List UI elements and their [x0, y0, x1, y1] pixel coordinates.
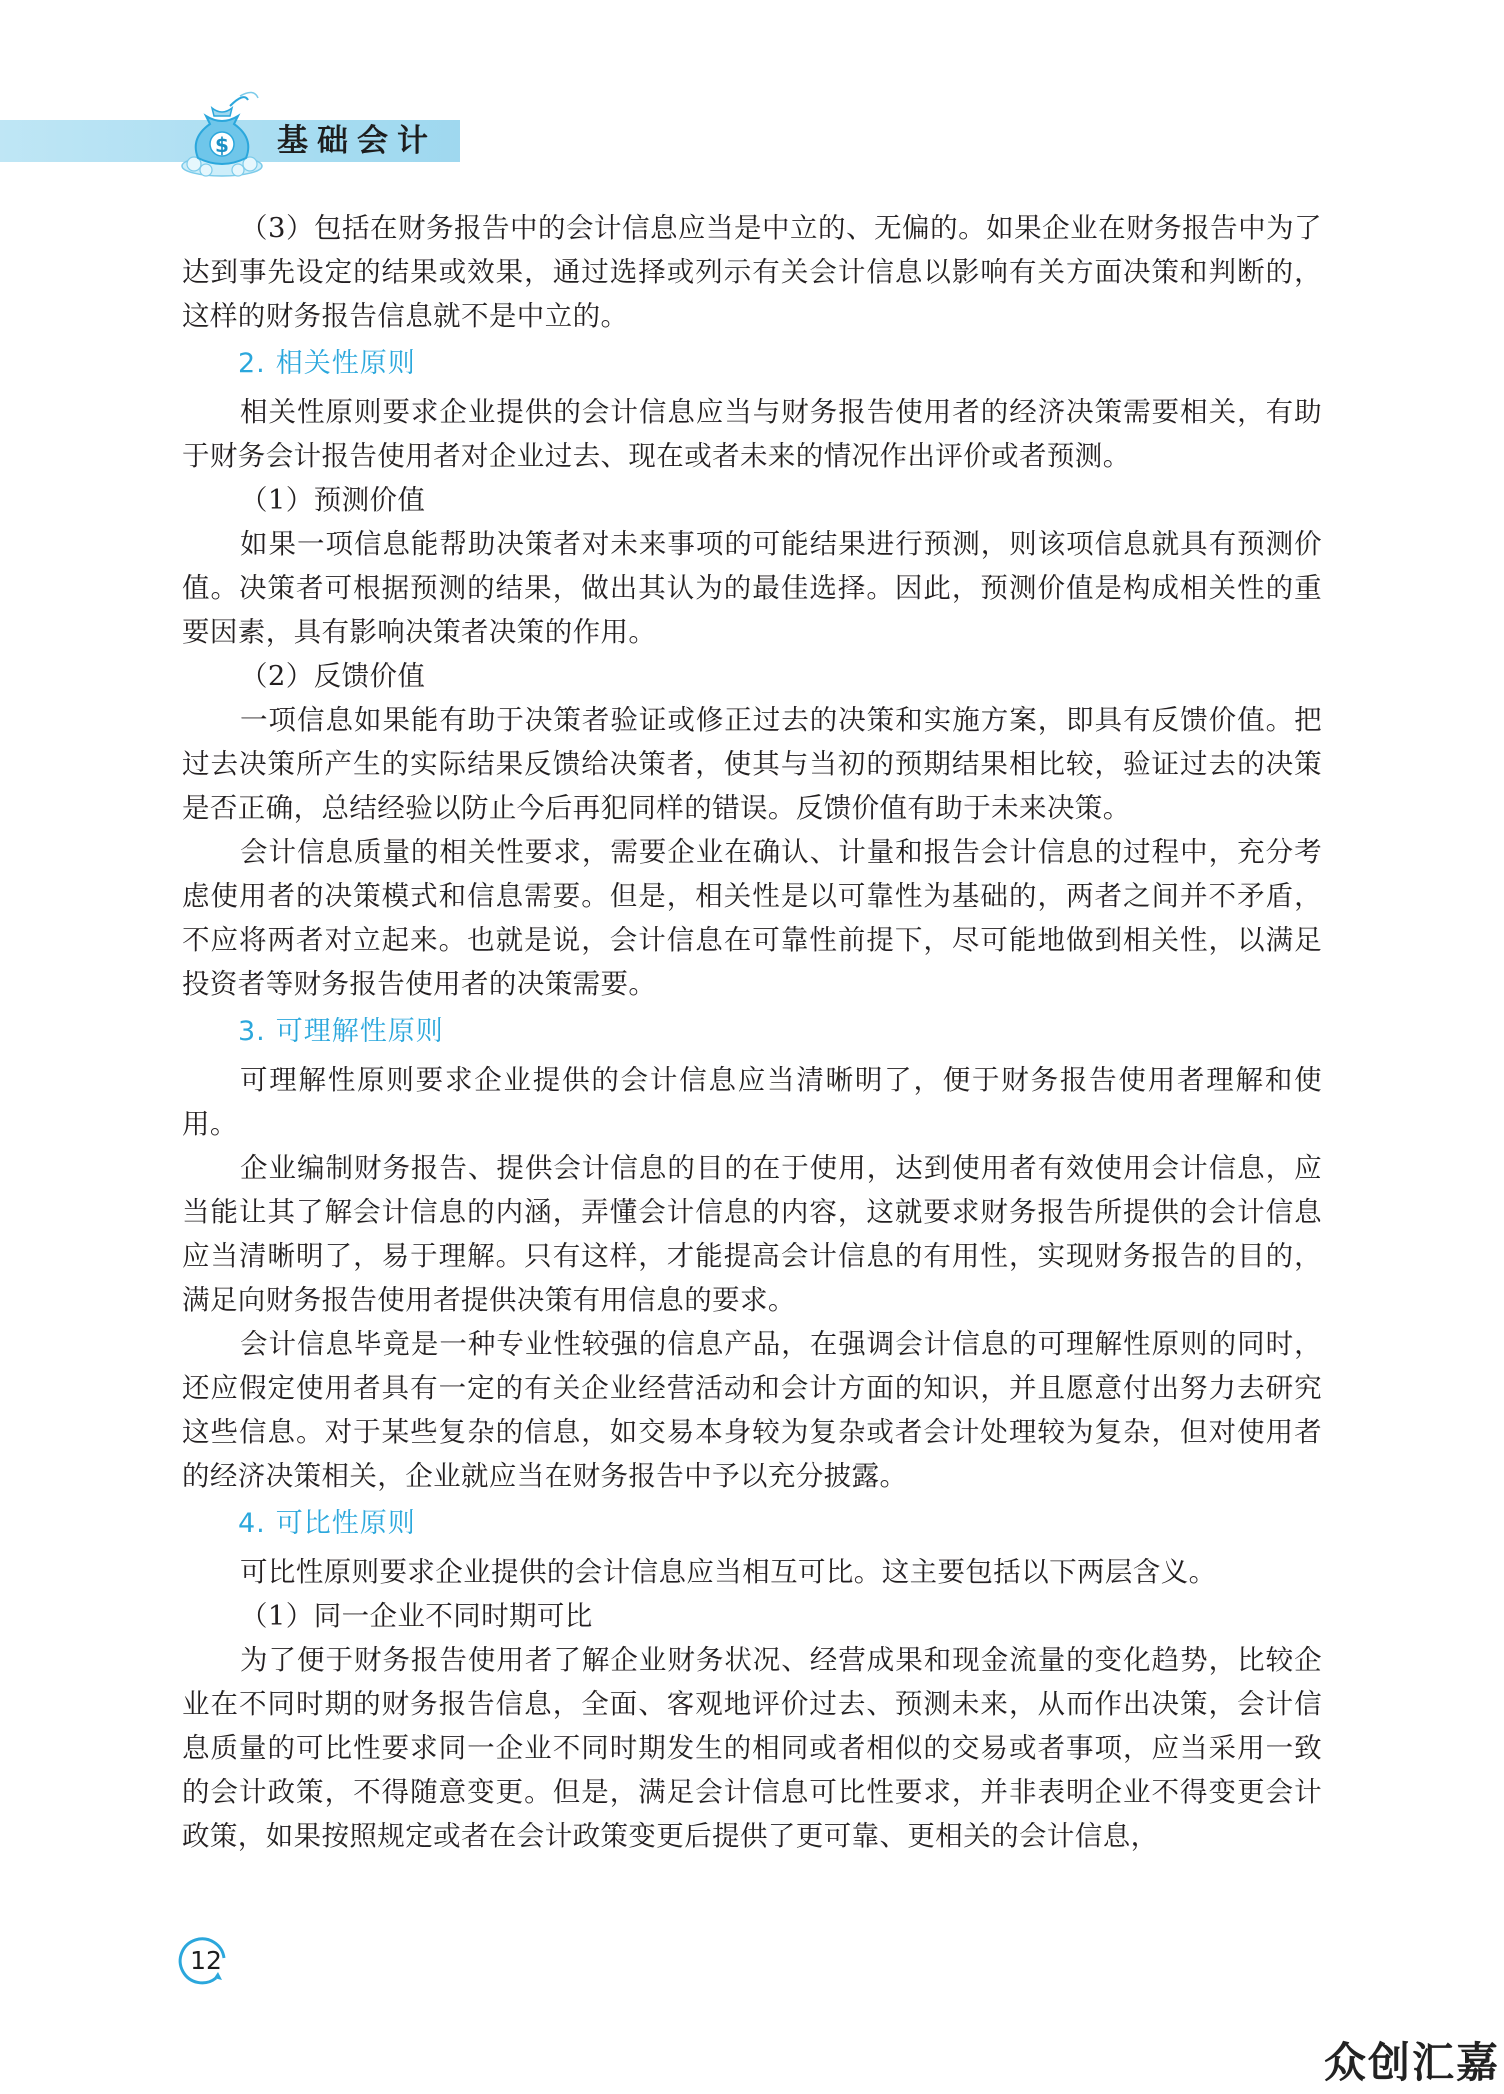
paragraph: （1）同一企业不同时期可比 — [240, 1600, 593, 1632]
paragraph: 可比性原则要求企业提供的会计信息应当相互可比。这主要包括以下两层含义。 — [240, 1556, 1217, 1588]
money-bag-icon — [172, 86, 272, 186]
section-number: 2. — [238, 348, 266, 379]
logo-symbol: $ — [215, 133, 229, 157]
section-title: 可理解性原则 — [275, 1016, 444, 1047]
paragraph: （2）反馈价值 — [240, 660, 426, 692]
book-title: 基础会计 — [277, 123, 437, 159]
section-title: 可比性原则 — [275, 1508, 416, 1539]
section-number: 3. — [238, 1016, 266, 1047]
page-number: 12 — [190, 1946, 222, 1975]
page-content — [182, 206, 1322, 1858]
paragraph: 如果一项信息能帮助决策者对未来事项的可能结果进行预测，则该项信息就具有预测价值。决策者可根据预测的结果，做出其认为的最佳选择。因此，预测价值是构成相关性的重要因素，具有影响决策者决策的作用。 — [182, 528, 1322, 648]
paragraph: （3）包括在财务报告中的会计信息应当是中立的、无偏的。如果企业在财务报告中为了达到事先设定的结果或效果，通过选择或列示有关会计信息以影响有关方面决策和判断的，这样的财务报告信息就不是中立的。 — [182, 212, 1322, 332]
paragraph: 企业编制财务报告、提供会计信息的目的在于使用，达到使用者有效使用会计信息，应当能让其了解会计信息的内涵，弄懂会计信息的内容，这就要求财务报告所提供的会计信息应当清晰明了，易于理解。只有这样，才能提高会计信息的有用性，实现财务报告的目的，满足向财务报告使用者提供决策有用信息的要求。 — [182, 1152, 1322, 1316]
paragraph: 会计信息毕竟是一种专业性较强的信息产品，在强调会计信息的可理解性原则的同时，还应假定使用者具有一定的有关企业经营活动和会计方面的知识，并且愿意付出努力去研究这些信息。对于某些复杂的信息，如交易本身较为复杂或者会计处理较为复杂，但对使用者的经济决策相关，企业就应当在财务报告中予以充分披露。 — [182, 1328, 1322, 1492]
paragraph: 一项信息如果能有助于决策者验证或修正过去的决策和实施方案，即具有反馈价值。把过去决策所产生的实际结果反馈给决策者，使其与当初的预期结果相比较，验证过去的决策是否正确，总结经验以防止今后再犯同样的错误。反馈价值有助于未来决策。 — [182, 704, 1322, 824]
paragraph: （1）预测价值 — [240, 484, 426, 516]
paragraph: 会计信息质量的相关性要求，需要企业在确认、计量和报告会计信息的过程中，充分考虑使用者的决策模式和信息需要。但是，相关性是以可靠性为基础的，两者之间并不矛盾，不应将两者对立起来。也就是说，会计信息在可靠性前提下，尽可能地做到相关性，以满足投资者等财务报告使用者的决策需要。 — [182, 836, 1322, 1000]
section-number: 4. — [238, 1508, 266, 1539]
section-heading — [182, 1502, 1322, 1546]
paragraph: 为了便于财务报告使用者了解企业财务状况、经营成果和现金流量的变化趋势，比较企业在不同时期的财务报告信息，全面、客观地评价过去、预测未来，从而作出决策，会计信息质量的可比性要求同一企业不同时期发生的相同或者相似的交易或者事项，应当采用一致的会计政策，不得随意变更。但是，满足会计信息可比性要求，并非表明企业不得变更会计政策，如果按照规定或者在会计政策变更后提供了更可靠、更相关的会计信息， — [182, 1644, 1322, 1852]
section-title: 相关性原则 — [275, 348, 416, 379]
watermark: 众创汇嘉 — [1323, 2038, 1500, 2087]
section-heading — [182, 342, 1322, 386]
paragraph: 可理解性原则要求企业提供的会计信息应当清晰明了，便于财务报告使用者理解和使用。 — [182, 1064, 1322, 1140]
paragraph: 相关性原则要求企业提供的会计信息应当与财务报告使用者的经济决策需要相关，有助于财务会计报告使用者对企业过去、现在或者未来的情况作出评价或者预测。 — [182, 396, 1322, 472]
section-heading — [182, 1010, 1322, 1054]
